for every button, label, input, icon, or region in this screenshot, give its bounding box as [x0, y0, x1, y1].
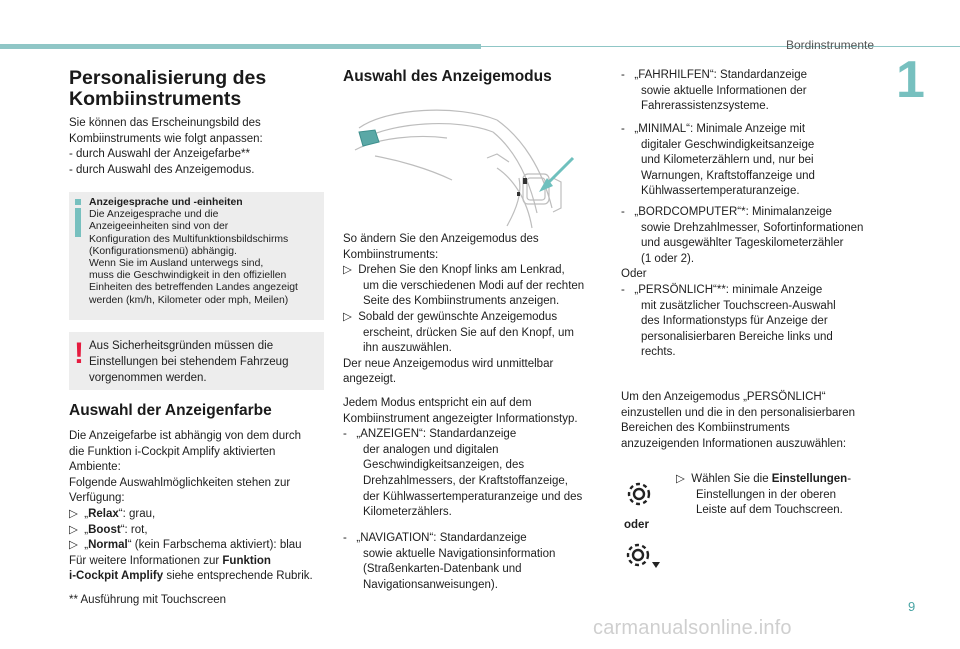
personal-intro: Um den Anzeigemodus „PERSÖNLICH“ einzustellen und die in den personalisierbaren Bereichen des Kombiinstruments anzuzeigenden Informationen auszuwählen: — [621, 391, 855, 450]
steering-wheel-illustration — [347, 98, 585, 232]
mode-section-title: Auswahl des Anzeigemodus — [343, 68, 552, 85]
bullet-icon: ▷ — [676, 473, 685, 485]
bullet-icon: ▷ — [69, 539, 78, 552]
mode-fahrhilfen: - „FAHRHILFEN“: Standardanzeige sowie aktuelle Informationen der Fahrerassistenzsysteme. — [621, 69, 807, 113]
step-item: ▷ Sobald der gewünschte Anzeigemodus — [343, 310, 558, 323]
settings-gear-dropdown-icon — [622, 538, 662, 572]
oder-text: Oder — [621, 268, 647, 281]
info-title: Anzeigesprache und -einheiten — [89, 197, 243, 208]
chapter-number: 1 — [896, 51, 925, 109]
mode-navigation: - „NAVIGATION“: Standardanzeige sowie aktuelle Navigationsinformation (Straßenkarten-Datenbank und Navigationsanweisungen). — [343, 532, 556, 591]
header-rule — [481, 46, 960, 47]
color-text: Die Anzeigefarbe ist abhängig von dem durch die Funktion i-Cockpit Amplify aktivierten Ambiente: Folgende Auswahlmöglichkeiten stehen zur Verfügung: ▷ „Relax“: grau, ▷ „Boost“: rot, ▷ „Normal“ (kein Farbschema aktiviert): blau Für weitere Informationen zur Funktion i-Cockpit Amplify siehe entsprechende Rubrik. — [69, 430, 313, 583]
bullet-icon: ▷ — [343, 310, 352, 323]
mode-minimal: - „MINIMAL“: Minimale Anzeige mit digitaler Geschwindigkeitsanzeige und Kilometerzählern und, nur bei Warnungen, Kraftstoffanzeige und Kühlwassertemperaturanzeige. — [621, 123, 815, 198]
page-title: Personalisierung des Kombiinstruments — [69, 67, 267, 110]
bullet-icon: ▷ — [343, 264, 352, 277]
warning-icon: ! — [74, 337, 84, 370]
mode-personlich: - „PERSÖNLICH“**: minimale Anzeige — [621, 283, 823, 296]
info-icon — [74, 199, 82, 237]
mode-bordcomputer: - „BORDCOMPUTER“*: Minimalanzeige sowie Drehzahlmesser, Sofortinformationen und ausgewählter Tageskilometerzähler (1 oder 2). Oder - „PERSÖNLICH“**: minimale Anzeige mit zusätzlicher Touchscreen-Auswahl des Informationstyps für Anzeige der personalisierbaren Bereiche links und rechts. — [621, 206, 864, 359]
oder-label: oder — [624, 519, 649, 531]
page-number: 9 — [908, 599, 916, 614]
steps-text: So ändern Sie den Anzeigemodus des Kombiinstruments: ▷ Drehen Sie den Knopf links am Lenkrad, um die verschiedenen Modi auf der rechten Seite des Kombiinstruments anzeigen. ▷ Sobald der gewünschte Anzeigemodus erscheint, drücken Sie auf den Knopf, um ihn auszuwählen. Der neue Anzeigemodus wird unmittelbar angezeigt. — [343, 233, 585, 386]
bullet-icon: ▷ — [69, 507, 78, 520]
color-option-boost: ▷ „Boost“: rot, — [69, 523, 148, 536]
color-section-title: Auswahl der Anzeigenfarbe — [69, 402, 272, 419]
info-box: Anzeigesprache und -einheiten Die Anzeigesprache und die Anzeigeeinheiten sind von der Konfiguration des Multifunktionsbildschirms (Konfigurationsmenü) abhängig. Wenn Sie im Ausland unterwegs sind, muss die Geschwindigkeit in den offiziellen Einheiten des betreffenden Landes angezeigt werden (km/h, Kilometer oder mph, Meilen) — [69, 192, 324, 320]
settings-instruction: ▷ Wählen Sie die Einstellungen- Einstellungen in der oberen Leiste auf dem Touchscreen. — [676, 473, 852, 517]
modes-text: Jedem Modus entspricht ein auf dem Kombiinstrument angezeigter Informationstyp. - „ANZEIGEN“: Standardanzeige der analogen und digitalen Geschwindigkeitsanzeigen, des Drehzahlmessers, der Kraftstoffanzeige, der Kühlwassertemperaturanzeige und des Kilometerzählers. — [343, 397, 583, 519]
bullet-icon: ▷ — [69, 523, 78, 536]
section-title: Bordinstrumente — [785, 38, 874, 52]
color-option-normal: ▷ „Normal“ (kein Farbschema aktiviert): blau — [69, 539, 302, 552]
watermark: carmanualsonline.info — [593, 617, 792, 639]
header-bar — [0, 44, 481, 49]
step-item: ▷ Drehen Sie den Knopf links am Lenkrad, — [343, 264, 565, 277]
footnote: ** Ausführung mit Touchscreen — [69, 594, 227, 606]
warning-box: ! Aus Sicherheitsgründen müssen die Einstellungen bei stehendem Fahrzeug vorgenommen werden. — [69, 332, 324, 390]
mode-anzeigen: - „ANZEIGEN“: Standardanzeige — [343, 428, 517, 441]
intro-text: Sie können das Erscheinungsbild des Kombiinstruments wie folgt anpassen: - durch Auswahl der Anzeigefarbe** - durch Auswahl des Anzeigemodus. — [69, 117, 263, 176]
settings-gear-icon — [622, 477, 656, 511]
color-option-relax: ▷ „Relax“: grau, — [69, 507, 156, 520]
